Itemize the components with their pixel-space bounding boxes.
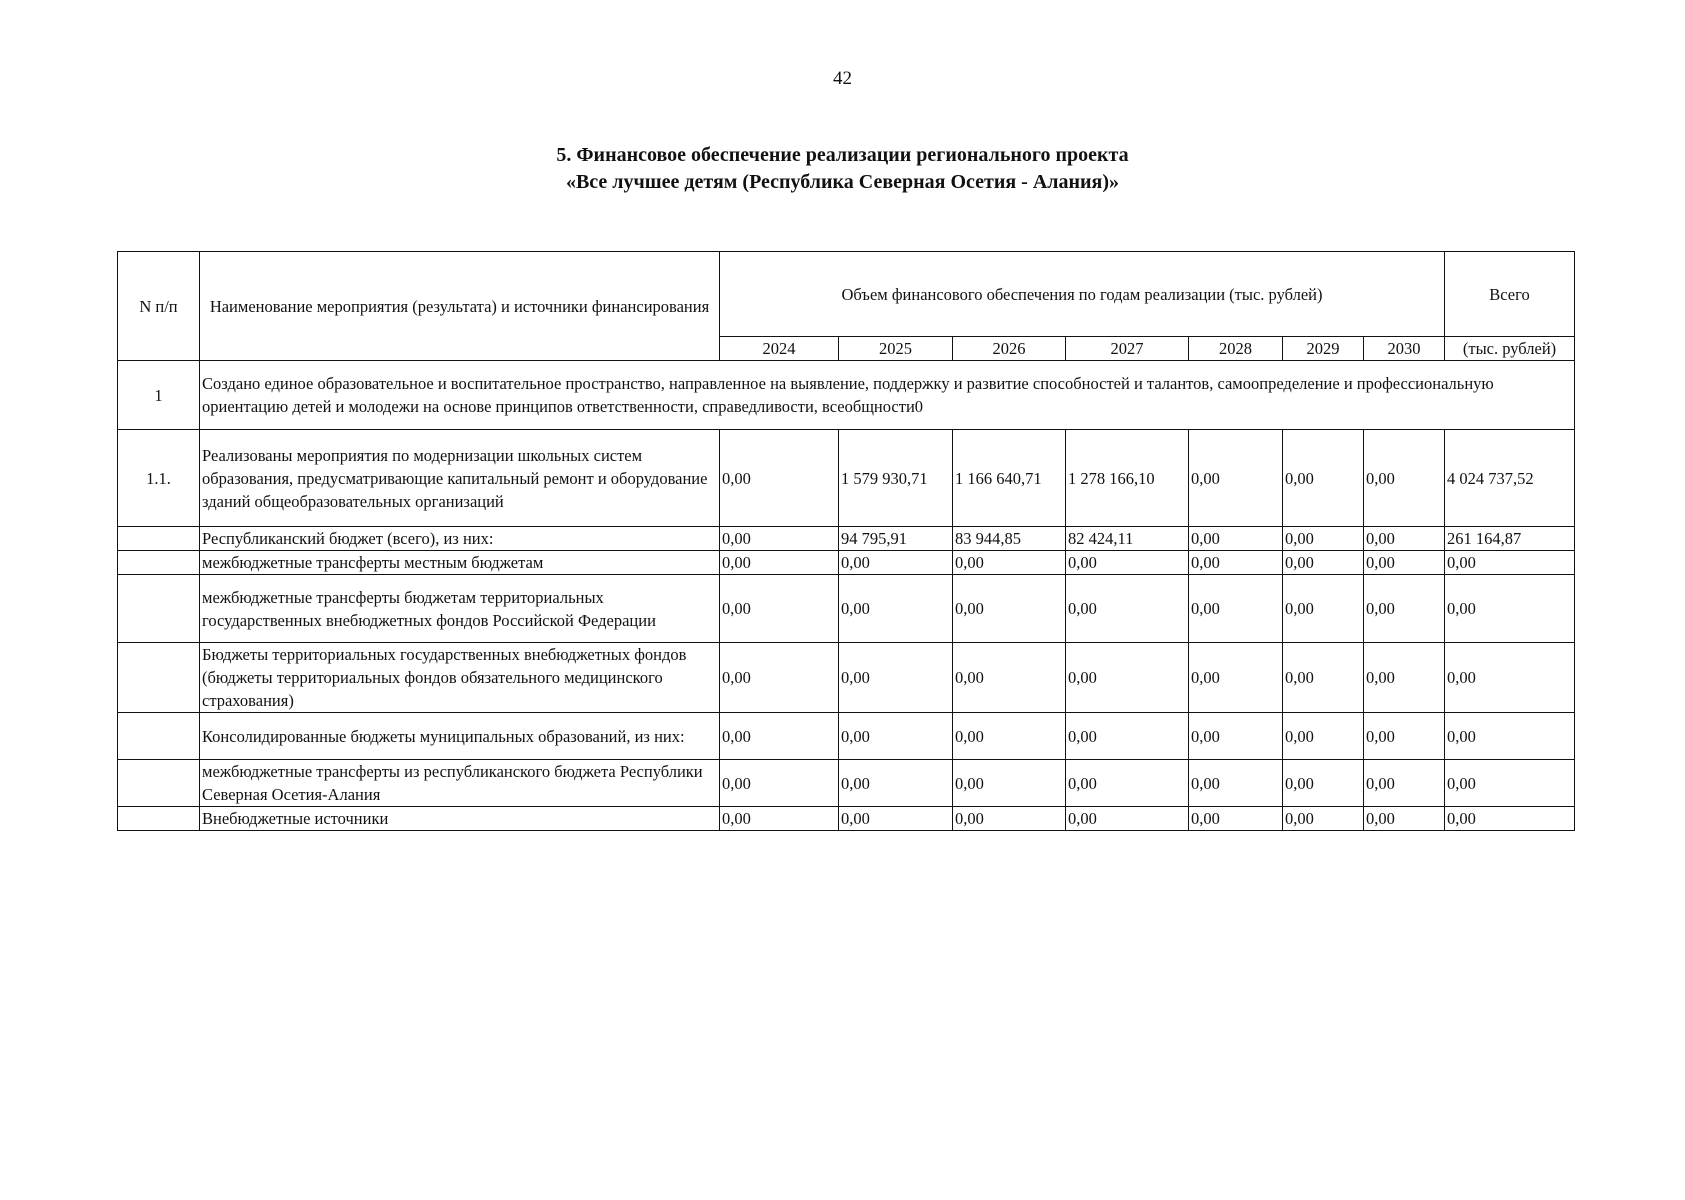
header-total: Всего [1445, 252, 1575, 337]
title-line-1: 5. Финансовое обеспечение реализации регионального проекта [556, 144, 1129, 166]
section-row [118, 361, 1575, 430]
title-line-2: «Все лучшее детям (Республика Северная Осетия - Алания)» [565, 171, 1120, 193]
row-value: 0,00 [1283, 713, 1364, 760]
row-value: 0,00 [720, 430, 839, 527]
row-value: 0,00 [720, 760, 839, 807]
header-total-unit: (тыс. рублей) [1445, 337, 1575, 361]
row-value: 0,00 [1189, 430, 1283, 527]
row-value: 0,00 [1364, 760, 1445, 807]
row-name: межбюджетные трансферты из республиканского бюджета Республики Северная Осетия-Алания [200, 760, 720, 807]
row-value: 0,00 [1364, 643, 1445, 713]
year-header: 2028 [1189, 337, 1283, 361]
row-value: 0,00 [1364, 575, 1445, 643]
row-value: 0,00 [1364, 807, 1445, 831]
year-header: 2026 [953, 337, 1066, 361]
row-value: 0,00 [1189, 807, 1283, 831]
section-text: Создано единое образовательное и воспитательное пространство, направленное на выявление, поддержку и развитие способностей и талантов, самоопределение и профессиональную ориентацию детей и молодежи на основе принципов ответственности, справедливости, всеобщности0 [200, 361, 1575, 430]
table-row [118, 527, 1575, 551]
row-value: 0,00 [1283, 527, 1364, 551]
page-number: 42 [833, 68, 852, 89]
row-value: 0,00 [1364, 527, 1445, 551]
row-value: 0,00 [1066, 551, 1189, 575]
header-num: N п/п [118, 252, 200, 361]
row-value: 0,00 [953, 575, 1066, 643]
row-value: 0,00 [839, 575, 953, 643]
table-row [118, 575, 1575, 643]
header-volume: Объем финансового обеспечения по годам реализации (тыс. рублей) [720, 252, 1445, 337]
row-value: 94 795,91 [839, 527, 953, 551]
row-value: 0,00 [1283, 551, 1364, 575]
row-value: 0,00 [1283, 760, 1364, 807]
row-num [118, 575, 200, 643]
row-value: 82 424,11 [1066, 527, 1189, 551]
table-row [118, 760, 1575, 807]
page-title [0, 142, 1685, 196]
table-row [118, 551, 1575, 575]
row-value: 0,00 [1066, 643, 1189, 713]
row-value: 0,00 [720, 643, 839, 713]
row-value: 0,00 [1189, 575, 1283, 643]
row-value: 0,00 [1066, 760, 1189, 807]
row-name: Бюджеты территориальных государственных внебюджетных фондов (бюджеты территориальных фондов обязательного медицинского страхования) [200, 643, 720, 713]
row-value: 0,00 [1364, 551, 1445, 575]
table-row [118, 713, 1575, 760]
row-name: межбюджетные трансферты местным бюджетам [200, 551, 720, 575]
row-total: 261 164,87 [1445, 527, 1575, 551]
row-value: 0,00 [1283, 575, 1364, 643]
row-name: Республиканский бюджет (всего), из них: [200, 527, 720, 551]
row-value: 0,00 [1364, 713, 1445, 760]
row-value: 0,00 [1189, 713, 1283, 760]
row-value: 0,00 [1066, 807, 1189, 831]
row-value: 0,00 [1283, 430, 1364, 527]
row-name: Внебюджетные источники [200, 807, 720, 831]
row-value: 0,00 [839, 643, 953, 713]
financing-table [117, 251, 1575, 831]
row-value: 0,00 [839, 713, 953, 760]
row-value: 0,00 [1364, 430, 1445, 527]
row-value: 0,00 [720, 807, 839, 831]
row-total: 0,00 [1445, 713, 1575, 760]
row-value: 0,00 [1283, 807, 1364, 831]
row-value: 0,00 [839, 551, 953, 575]
row-value: 0,00 [1189, 643, 1283, 713]
row-value: 0,00 [1189, 527, 1283, 551]
row-value: 0,00 [839, 760, 953, 807]
row-value: 1 166 640,71 [953, 430, 1066, 527]
row-value: 0,00 [953, 713, 1066, 760]
table-row [118, 807, 1575, 831]
row-value: 0,00 [839, 807, 953, 831]
row-value: 0,00 [1283, 643, 1364, 713]
row-value: 0,00 [953, 760, 1066, 807]
row-value: 0,00 [720, 527, 839, 551]
row-total: 0,00 [1445, 575, 1575, 643]
row-name: межбюджетные трансферты бюджетам территориальных государственных внебюджетных фондов Российской Федерации [200, 575, 720, 643]
row-value: 0,00 [1066, 713, 1189, 760]
row-value: 0,00 [720, 551, 839, 575]
row-value: 0,00 [720, 575, 839, 643]
row-num [118, 643, 200, 713]
header-name: Наименование мероприятия (результата) и источники финансирования [200, 252, 720, 361]
year-header: 2030 [1364, 337, 1445, 361]
row-value: 0,00 [1189, 551, 1283, 575]
row-value: 83 944,85 [953, 527, 1066, 551]
row-num: 1.1. [118, 430, 200, 527]
row-num [118, 760, 200, 807]
table-row [118, 430, 1575, 527]
row-total: 0,00 [1445, 643, 1575, 713]
year-header: 2025 [839, 337, 953, 361]
table-row [118, 643, 1575, 713]
year-header: 2029 [1283, 337, 1364, 361]
row-total: 0,00 [1445, 760, 1575, 807]
row-num [118, 713, 200, 760]
row-total: 4 024 737,52 [1445, 430, 1575, 527]
row-total: 0,00 [1445, 807, 1575, 831]
row-value: 1 579 930,71 [839, 430, 953, 527]
row-num [118, 807, 200, 831]
row-name: Консолидированные бюджеты муниципальных образований, из них: [200, 713, 720, 760]
row-num [118, 527, 200, 551]
row-value: 0,00 [953, 643, 1066, 713]
year-header: 2024 [720, 337, 839, 361]
row-total: 0,00 [1445, 551, 1575, 575]
row-value: 0,00 [953, 551, 1066, 575]
section-num: 1 [118, 361, 200, 430]
row-num [118, 551, 200, 575]
row-value: 0,00 [1066, 575, 1189, 643]
row-value: 0,00 [720, 713, 839, 760]
row-value: 1 278 166,10 [1066, 430, 1189, 527]
row-value: 0,00 [1189, 760, 1283, 807]
year-header: 2027 [1066, 337, 1189, 361]
row-name: Реализованы мероприятия по модернизации школьных систем образования, предусматривающие капитальный ремонт и оборудование зданий общеобразовательных организаций [200, 430, 720, 527]
row-value: 0,00 [953, 807, 1066, 831]
